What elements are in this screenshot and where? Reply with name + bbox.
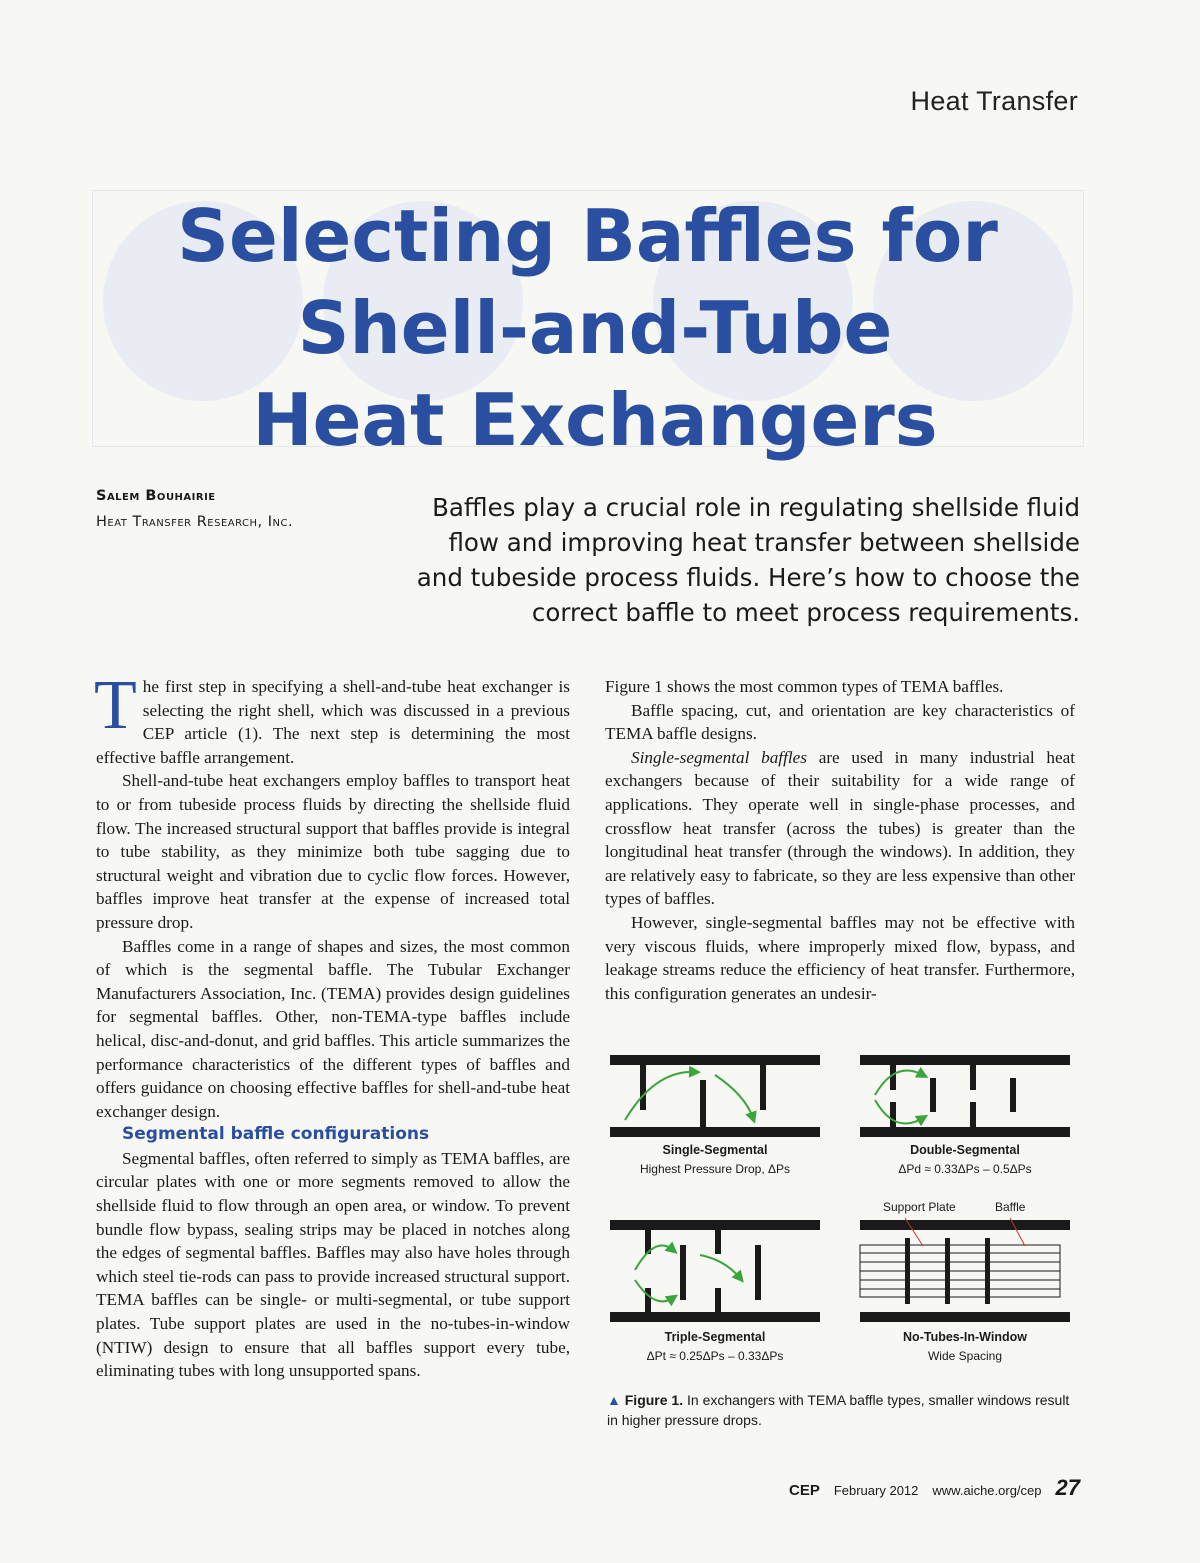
ntiw-diagram (860, 1218, 1070, 1322)
triangle-icon: ▲ (607, 1392, 621, 1408)
single-segmental-diagram (610, 1055, 820, 1137)
support-plate-label: Support Plate (883, 1200, 956, 1214)
paragraph (605, 746, 1075, 911)
panel-subtitle: Highest Pressure Drop, ΔPs (639, 1162, 791, 1176)
paragraph: Baffle spacing, cut, and orientation are key characteristics of TEMA baffle designs. (605, 700, 1075, 744)
title-line: Shell-and-Tube (297, 286, 893, 370)
baffle-label: Baffle (995, 1200, 1026, 1214)
paragraph: Segmental baffles, often referred to simply as TEMA baffles, are circular plates with one or more segments removed to allow the shellside fluid to flow through an open area, or window. To prevent bundle flow bypass, sealing strips may be placed in notches along the edges of segmental baffles. Baffles may also have holes through which steel tie-rods can pass to provide increased structural support. TEMA baffles can be single- or multi-segmental, or tube support plates. Tube support plates are used in the no-tubes-in-window (NTIW) design to ensure that all baffles support every tube, eliminating tubes with long unsupported spans. (96, 1148, 570, 1381)
caption-lead: Figure 1. (624, 1392, 684, 1408)
paragraph-text: he first step in specifying a shell-and-tube heat exchanger is selecting the right shell, which was discussed in a previous CEP article (1). The next step is determining the most effective baffle arrangement. (96, 677, 570, 767)
paragraph: Baffles come in a range of shapes and sizes, the most common of which is the segmental baffle. The Tubular Exchanger Manufacturers Association, Inc. (TEMA) provides design guidelines for segmental baffles. Other, non-TEMA-type baffles include helical, disc-and-donut, and grid baffles. This article summarizes the performance characteristics of the different types of baffles and offers guidance on choosing effective baffles for shell-and-tube heat exchanger design. (96, 936, 570, 1121)
paragraph: Shell-and-tube heat exchangers employ baffles to transport heat to or from tubeside process fluids by directing the shellside fluid flow. The increased structural support that baffles provide is integral to tube stability, as they minimize both tube sagging due to structural weight and vibration due to cyclic flow forces. However, baffles improve heat transfer at the expense of increased total pressure drop. (96, 771, 570, 932)
issue-date: February 2012 (833, 1483, 919, 1498)
panel-subtitle: ΔPt ≈ 0.25ΔPs – 0.33ΔPs (646, 1349, 784, 1363)
title-line: Heat Exchangers (252, 378, 938, 462)
dropcap: T (94, 667, 137, 744)
panel-subtitle: Wide Spacing (927, 1349, 1003, 1363)
panel-title: Triple-Segmental (664, 1330, 766, 1344)
paragraph: Figure 1 shows the most common types of TEMA baffles. (605, 677, 1004, 696)
section-subhead: Segmental baffle configurations (122, 1124, 430, 1145)
title-line: Selecting Baffles for (177, 194, 998, 278)
panel-title: Single-Segmental (662, 1143, 768, 1157)
journal-name: CEP (788, 1482, 820, 1499)
figure-1 (605, 1040, 1075, 1385)
article-title (0, 190, 1100, 466)
panel-subtitle: ΔPd ≈ 0.33ΔPs – 0.5ΔPs (898, 1162, 1032, 1176)
journal-url: www.aiche.org/cep (932, 1483, 1042, 1498)
section-label: Heat Transfer (910, 86, 1078, 116)
page-footer (755, 1475, 1080, 1501)
panel-title: Double-Segmental (910, 1143, 1020, 1157)
author-name: Salem Bouhairie (96, 488, 216, 504)
page-number: 27 (1055, 1475, 1080, 1500)
paragraph (94, 667, 570, 769)
author-affiliation: Heat Transfer Research, Inc. (96, 514, 294, 530)
triple-segmental-diagram (610, 1220, 820, 1322)
caption-text: In exchangers with TEMA baffle types, smaller windows result in higher pressure drops. (607, 1392, 1070, 1428)
body-column-left (94, 667, 570, 1383)
paragraph: However, single-segmental baffles may not be effective with very viscous fluids, where improperly mixed flow, bypass, and leakage streams reduce the efficiency of heat transfer. Furthermore, this configuration generates an undesir- (605, 912, 1075, 1003)
paragraph-text: are used in many industrial heat exchangers because of their suitability for a wide range of applications. They operate well in single-phase processes, and crossflow heat transfer (across the tubes) is greater than the longitudinal heat transfer (through the windows). In addition, they are relatively easy to fabricate, so they are less expensive than other types of baffles. (605, 747, 1075, 909)
body-column-right (605, 675, 1075, 1005)
figure-caption (607, 1390, 1077, 1430)
double-segmental-diagram (860, 1055, 1070, 1137)
emphasis: Single-segmental baffles (631, 747, 807, 767)
panel-title: No-Tubes-In-Window (903, 1330, 1027, 1344)
article-deck: Baffles play a crucial role in regulating shellside fluid flow and improving heat transfer between shellside and tubeside process fluids. Here’s how to choose the correct baffle to meet process requirements. (416, 493, 1080, 627)
